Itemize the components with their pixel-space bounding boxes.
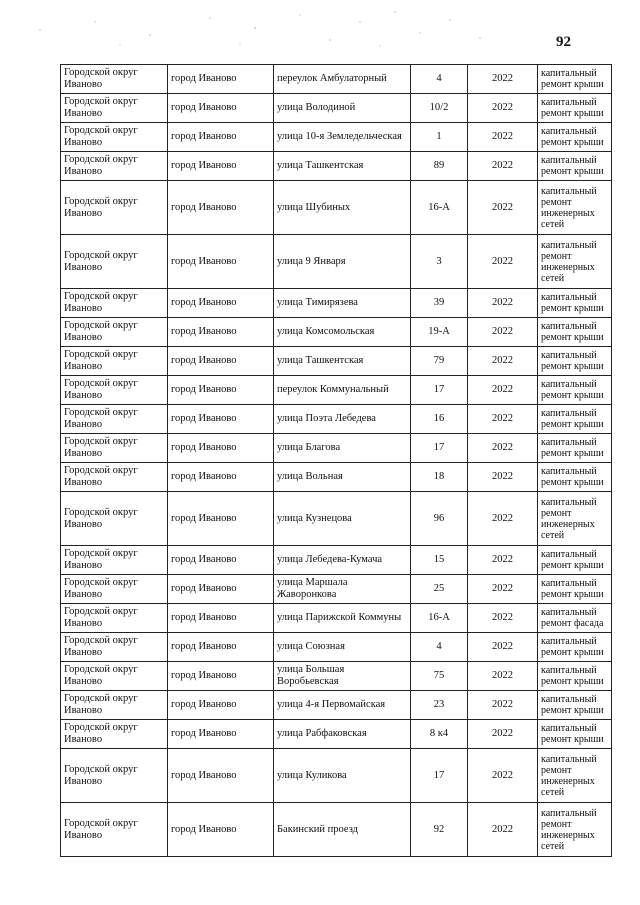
year-cell: 2022	[468, 434, 538, 463]
year-cell: 2022	[468, 803, 538, 857]
year-cell: 2022	[468, 318, 538, 347]
house-number-cell: 39	[411, 289, 468, 318]
district-cell: Городской округ Иваново	[61, 691, 168, 720]
city-cell: город Иваново	[168, 662, 274, 691]
table-row	[61, 289, 612, 318]
table-row	[61, 181, 612, 235]
table-row	[61, 720, 612, 749]
house-number-cell: 8 к4	[411, 720, 468, 749]
house-number-cell: 15	[411, 546, 468, 575]
district-cell: Городской округ Иваново	[61, 492, 168, 546]
table-row	[61, 123, 612, 152]
city-cell: город Иваново	[168, 749, 274, 803]
house-number-cell: 17	[411, 749, 468, 803]
city-cell: город Иваново	[168, 65, 274, 94]
house-number-cell: 92	[411, 803, 468, 857]
street-cell: улица Маршала Жаворонкова	[274, 575, 411, 604]
year-cell: 2022	[468, 405, 538, 434]
district-cell: Городской округ Иваново	[61, 575, 168, 604]
work-type-cell: капитальный ремонт крыши	[538, 347, 612, 376]
year-cell: 2022	[468, 604, 538, 633]
street-cell: улица Поэта Лебедева	[274, 405, 411, 434]
street-cell: улица Ташкентская	[274, 347, 411, 376]
city-cell: город Иваново	[168, 633, 274, 662]
year-cell: 2022	[468, 181, 538, 235]
house-number-cell: 16	[411, 405, 468, 434]
work-type-cell: капитальный ремонт крыши	[538, 662, 612, 691]
street-cell: улица Тимирязева	[274, 289, 411, 318]
city-cell: город Иваново	[168, 803, 274, 857]
house-number-cell: 79	[411, 347, 468, 376]
table-row	[61, 405, 612, 434]
city-cell: город Иваново	[168, 691, 274, 720]
street-cell: переулок Амбулаторный	[274, 65, 411, 94]
city-cell: город Иваново	[168, 376, 274, 405]
work-type-cell: капитальный ремонт фасада	[538, 604, 612, 633]
district-cell: Городской округ Иваново	[61, 347, 168, 376]
street-cell: улица Парижской Коммуны	[274, 604, 411, 633]
street-cell: улица Лебедева-Кумача	[274, 546, 411, 575]
table-row	[61, 546, 612, 575]
work-type-cell: капитальный ремонт крыши	[538, 376, 612, 405]
work-type-cell: капитальный ремонт крыши	[538, 720, 612, 749]
year-cell: 2022	[468, 289, 538, 318]
table-row	[61, 318, 612, 347]
table-row	[61, 347, 612, 376]
scan-noise-decoration	[0, 0, 640, 60]
work-type-cell: капитальный ремонт крыши	[538, 434, 612, 463]
district-cell: Городской округ Иваново	[61, 318, 168, 347]
city-cell: город Иваново	[168, 720, 274, 749]
page-number: 92	[556, 34, 571, 50]
street-cell: улица 9 Января	[274, 235, 411, 289]
house-number-cell: 25	[411, 575, 468, 604]
work-type-cell: капитальный ремонт крыши	[538, 289, 612, 318]
year-cell: 2022	[468, 152, 538, 181]
work-type-cell: капитальный ремонт крыши	[538, 633, 612, 662]
year-cell: 2022	[468, 376, 538, 405]
year-cell: 2022	[468, 65, 538, 94]
district-cell: Городской округ Иваново	[61, 181, 168, 235]
work-type-cell: капитальный ремонт инженерных сетей	[538, 235, 612, 289]
work-type-cell: капитальный ремонт крыши	[538, 152, 612, 181]
city-cell: город Иваново	[168, 492, 274, 546]
street-cell: улица 4-я Первомайская	[274, 691, 411, 720]
table-row	[61, 492, 612, 546]
district-cell: Городской округ Иваново	[61, 463, 168, 492]
registry-table	[60, 64, 612, 857]
work-type-cell: капитальный ремонт крыши	[538, 691, 612, 720]
year-cell: 2022	[468, 235, 538, 289]
table-row	[61, 633, 612, 662]
district-cell: Городской округ Иваново	[61, 94, 168, 123]
house-number-cell: 19-А	[411, 318, 468, 347]
city-cell: город Иваново	[168, 463, 274, 492]
year-cell: 2022	[468, 575, 538, 604]
work-type-cell: капитальный ремонт крыши	[538, 405, 612, 434]
street-cell: улица Союзная	[274, 633, 411, 662]
house-number-cell: 1	[411, 123, 468, 152]
street-cell: улица Большая Воробьевская	[274, 662, 411, 691]
street-cell: улица Рабфаковская	[274, 720, 411, 749]
year-cell: 2022	[468, 123, 538, 152]
work-type-cell: капитальный ремонт крыши	[538, 463, 612, 492]
district-cell: Городской округ Иваново	[61, 434, 168, 463]
house-number-cell: 23	[411, 691, 468, 720]
year-cell: 2022	[468, 347, 538, 376]
year-cell: 2022	[468, 492, 538, 546]
work-type-cell: капитальный ремонт крыши	[538, 575, 612, 604]
house-number-cell: 75	[411, 662, 468, 691]
work-type-cell: капитальный ремонт инженерных сетей	[538, 492, 612, 546]
district-cell: Городской округ Иваново	[61, 720, 168, 749]
district-cell: Городской округ Иваново	[61, 152, 168, 181]
year-cell: 2022	[468, 633, 538, 662]
work-type-cell: капитальный ремонт крыши	[538, 65, 612, 94]
year-cell: 2022	[468, 463, 538, 492]
registry-table-body	[61, 65, 612, 857]
city-cell: город Иваново	[168, 575, 274, 604]
table-row	[61, 65, 612, 94]
work-type-cell: капитальный ремонт крыши	[538, 318, 612, 347]
table-row	[61, 604, 612, 633]
district-cell: Городской округ Иваново	[61, 405, 168, 434]
work-type-cell: капитальный ремонт инженерных сетей	[538, 803, 612, 857]
city-cell: город Иваново	[168, 318, 274, 347]
district-cell: Городской округ Иваново	[61, 803, 168, 857]
city-cell: город Иваново	[168, 152, 274, 181]
street-cell: улица 10-я Земледельческая	[274, 123, 411, 152]
year-cell: 2022	[468, 691, 538, 720]
city-cell: город Иваново	[168, 604, 274, 633]
house-number-cell: 4	[411, 633, 468, 662]
street-cell: улица Комсомольская	[274, 318, 411, 347]
house-number-cell: 17	[411, 376, 468, 405]
table-row	[61, 749, 612, 803]
street-cell: улица Ташкентская	[274, 152, 411, 181]
city-cell: город Иваново	[168, 434, 274, 463]
work-type-cell: капитальный ремонт инженерных сетей	[538, 749, 612, 803]
city-cell: город Иваново	[168, 546, 274, 575]
city-cell: город Иваново	[168, 289, 274, 318]
table-row	[61, 691, 612, 720]
year-cell: 2022	[468, 749, 538, 803]
street-cell: улица Кузнецова	[274, 492, 411, 546]
district-cell: Городской округ Иваново	[61, 749, 168, 803]
table-row	[61, 463, 612, 492]
street-cell: улица Куликова	[274, 749, 411, 803]
district-cell: Городской округ Иваново	[61, 65, 168, 94]
table-row	[61, 235, 612, 289]
work-type-cell: капитальный ремонт крыши	[538, 123, 612, 152]
street-cell: улица Шубиных	[274, 181, 411, 235]
city-cell: город Иваново	[168, 123, 274, 152]
street-cell: улица Володиной	[274, 94, 411, 123]
district-cell: Городской округ Иваново	[61, 546, 168, 575]
house-number-cell: 10/2	[411, 94, 468, 123]
house-number-cell: 18	[411, 463, 468, 492]
house-number-cell: 16-А	[411, 604, 468, 633]
district-cell: Городской округ Иваново	[61, 289, 168, 318]
year-cell: 2022	[468, 720, 538, 749]
table-row	[61, 152, 612, 181]
table-row	[61, 94, 612, 123]
year-cell: 2022	[468, 546, 538, 575]
year-cell: 2022	[468, 662, 538, 691]
work-type-cell: капитальный ремонт крыши	[538, 546, 612, 575]
district-cell: Городской округ Иваново	[61, 662, 168, 691]
house-number-cell: 89	[411, 152, 468, 181]
table-row	[61, 376, 612, 405]
table-row	[61, 575, 612, 604]
year-cell: 2022	[468, 94, 538, 123]
house-number-cell: 3	[411, 235, 468, 289]
city-cell: город Иваново	[168, 405, 274, 434]
district-cell: Городской округ Иваново	[61, 604, 168, 633]
table-row	[61, 803, 612, 857]
district-cell: Городской округ Иваново	[61, 376, 168, 405]
city-cell: город Иваново	[168, 94, 274, 123]
work-type-cell: капитальный ремонт инженерных сетей	[538, 181, 612, 235]
street-cell: улица Благова	[274, 434, 411, 463]
work-type-cell: капитальный ремонт крыши	[538, 94, 612, 123]
table-row	[61, 662, 612, 691]
house-number-cell: 17	[411, 434, 468, 463]
city-cell: город Иваново	[168, 347, 274, 376]
street-cell: переулок Коммунальный	[274, 376, 411, 405]
house-number-cell: 16-А	[411, 181, 468, 235]
city-cell: город Иваново	[168, 235, 274, 289]
house-number-cell: 96	[411, 492, 468, 546]
table-row	[61, 434, 612, 463]
street-cell: улица Вольная	[274, 463, 411, 492]
district-cell: Городской округ Иваново	[61, 123, 168, 152]
district-cell: Городской округ Иваново	[61, 633, 168, 662]
street-cell: Бакинский проезд	[274, 803, 411, 857]
house-number-cell: 4	[411, 65, 468, 94]
district-cell: Городской округ Иваново	[61, 235, 168, 289]
city-cell: город Иваново	[168, 181, 274, 235]
